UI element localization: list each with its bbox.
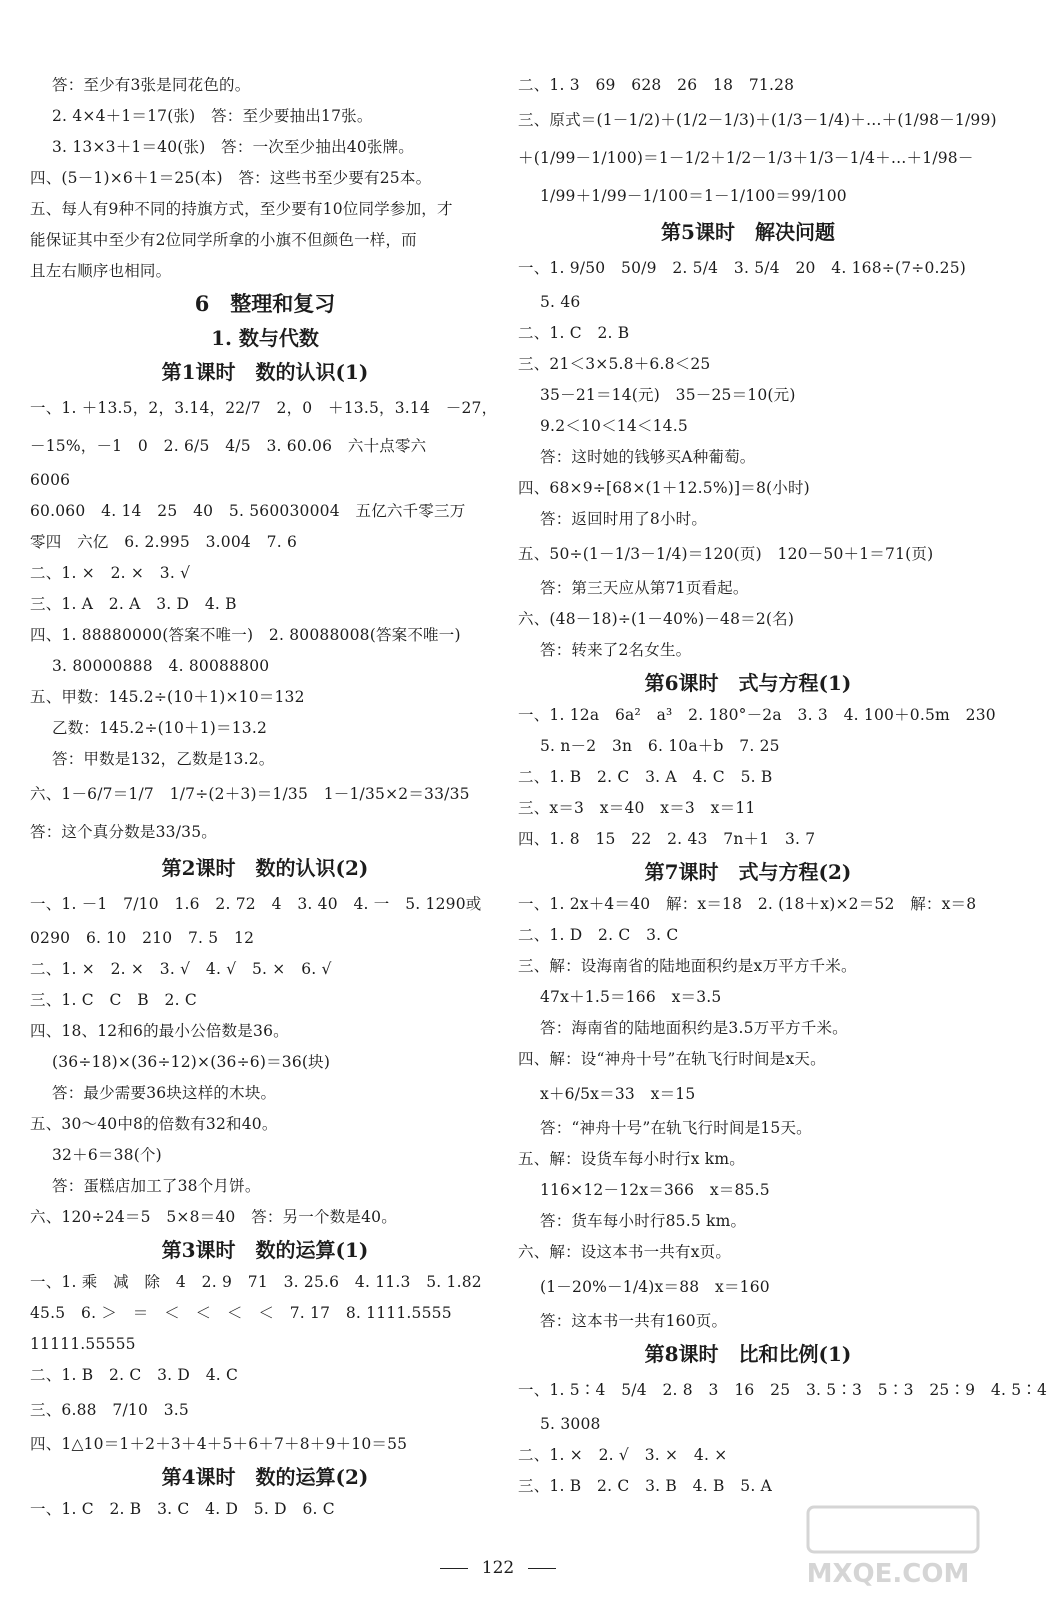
answer-line: ＋(1/99－1/100)＝1－1/2＋1/2－1/3＋1/3－1/4＋…＋1/98－ [518, 149, 974, 167]
answer-line: 答：蛋糕店加工了38个月饼。 [52, 1177, 261, 1195]
svg-text:MXQE.COM: MXQE.COM [806, 1559, 970, 1589]
answer-line: 0290 6. 10 210 7. 5 12 [30, 929, 255, 947]
watermark-logo [788, 1502, 988, 1592]
answer-line: 32＋6＝38(个) [52, 1146, 162, 1164]
answer-line: 答：至少有3张是同花色的。 [52, 76, 251, 94]
answer-line: 答：返回时用了8小时。 [540, 510, 708, 528]
answer-line: 答：这个真分数是33/35。 [30, 823, 217, 841]
answer-line: 六、(48－18)÷(1－40%)－48＝2(名) [518, 610, 795, 628]
answer-line: 四、1. 88880000(答案不唯一) 2. 80088008(答案不唯一) [30, 626, 461, 644]
answer-line: 四、解：设“神舟十号”在轨飞行时间是x天。 [518, 1050, 826, 1068]
answer-line: 答：这本书一共有160页。 [540, 1312, 728, 1330]
answer-line: 答：转来了2名女生。 [540, 641, 692, 659]
dash-left [440, 1568, 468, 1569]
answer-line: 答：甲数是132，乙数是13.2。 [52, 750, 275, 768]
answer-line: 6006 [30, 471, 71, 489]
answer-line: 五、30～40中8的倍数有32和40。 [30, 1115, 278, 1133]
section-heading: 第5课时 解决问题 [661, 220, 835, 244]
answer-line: 乙数：145.2÷(10＋1)＝13.2 [52, 719, 268, 737]
answer-line: 一、1. 12a 6a² a³ 2. 180°－2a 3. 3 4. 100＋0.5m 230 [518, 706, 996, 724]
answer-line: 三、1. A 2. A 3. D 4. B [30, 595, 237, 613]
answer-line: (1－20%－1/4)x＝88 x＝160 [540, 1278, 770, 1296]
answer-line: 一、1. C 2. B 3. C 4. D 5. D 6. C [30, 1500, 335, 1518]
answer-line: 5. 3008 [540, 1415, 601, 1433]
answer-line: (36÷18)×(36÷12)×(36÷6)＝36(块) [52, 1053, 331, 1071]
answer-line: 一、1. 2x＋4＝40 解：x＝18 2. (18＋x)×2＝52 解：x＝8 [518, 895, 977, 913]
answer-line: 一、1. ＋13.5，2，3.14，22/7 2，0 ＋13.5，3.14 －27， [30, 399, 498, 417]
answer-line: 六、120÷24＝5 5×8＝40 答：另一个数是40。 [30, 1208, 397, 1226]
answer-line: 三、原式＝(1－1/2)＋(1/2－1/3)＋(1/3－1/4)＋…＋(1/98－1/99) [518, 111, 997, 129]
dash-right [528, 1568, 556, 1569]
answer-line: 一、1. 9/50 50/9 2. 5/4 3. 5/4 20 4. 168÷(7÷0.25) [518, 259, 967, 277]
answer-line: 二、1. B 2. C 3. A 4. C 5. B [518, 768, 773, 786]
answer-line: 5. 46 [540, 293, 581, 311]
answer-line: 四、18、12和6的最小公倍数是36。 [30, 1022, 289, 1040]
section-heading: 6 整理和复习 [194, 291, 336, 316]
answer-line: 二、1. × 2. √ 3. × 4. × [518, 1446, 728, 1464]
answer-line: 四、68×9÷[68×(1＋12.5%)]＝8(小时) [518, 479, 810, 497]
answer-line: 二、1. 3 69 628 26 18 71.28 [518, 76, 795, 94]
answer-line: 2. 4×4＋1＝17(张) 答：至少要抽出17张。 [52, 107, 373, 125]
answer-line: 五、50÷(1－1/3－1/4)＝120(页) 120－50＋1＝71(页) [518, 545, 934, 563]
section-heading: 第3课时 数的运算(1) [161, 1238, 369, 1262]
answer-line: 60.060 4. 14 25 40 5. 560030004 五亿六千零三万 [30, 502, 466, 520]
section-heading: 第6课时 式与方程(1) [644, 671, 852, 695]
answer-line: 答：货车每小时行85.5 km。 [540, 1212, 747, 1230]
section-heading: 第4课时 数的运算(2) [161, 1465, 369, 1489]
answer-line: 47x＋1.5＝166 x＝3.5 [540, 988, 722, 1006]
answer-line: x＋6/5x＝33 x＝15 [540, 1085, 696, 1103]
page-number: 122 [481, 1558, 515, 1578]
answer-line: 六、1－6/7＝1/7 1/7÷(2＋3)＝1/35 1－1/35×2＝33/35 [30, 785, 470, 803]
answer-line: 一、1. 5∶4 5/4 2. 8 3 16 25 3. 5∶3 5∶3 25∶9 4. 5∶4 [518, 1381, 1047, 1399]
answer-line: 二、1. × 2. × 3. √ [30, 564, 191, 582]
left-column [30, 70, 500, 1525]
answer-line: 三、21＜3×5.8＋6.8＜25 [518, 355, 711, 373]
answer-line: 答：海南省的陆地面积约是3.5万平方千米。 [540, 1019, 848, 1037]
answer-line: 一、1. －1 7/10 1.6 2. 72 4 3. 40 4. 一 5. 1290或 [30, 895, 482, 913]
answer-line: 9.2＜10＜14＜14.5 [540, 417, 688, 435]
answer-line: 三、解：设海南省的陆地面积约是x万平方千米。 [518, 957, 857, 975]
section-heading: 第8课时 比和比例(1) [644, 1342, 852, 1366]
answer-line: 且左右顺序也相同。 [30, 262, 172, 280]
answer-line: 3. 80000888 4. 80088800 [52, 657, 270, 675]
answer-line: 一、1. 乘 减 除 4 2. 9 71 3. 25.6 4. 11.3 5. 1.82 [30, 1273, 482, 1291]
answer-line: 答：最少需要36块这样的木块。 [52, 1084, 277, 1102]
answer-line: 四、(5－1)×6＋1＝25(本) 答：这些书至少要有25本。 [30, 169, 432, 187]
answer-line: 二、1. C 2. B [518, 324, 630, 342]
answer-line: 三、1. B 2. C 3. B 4. B 5. A [518, 1477, 773, 1495]
answer-line: 二、1. B 2. C 3. D 4. C [30, 1366, 239, 1384]
section-heading: 第7课时 式与方程(2) [644, 860, 852, 884]
answer-line: 三、1. C C B 2. C [30, 991, 197, 1009]
answer-line: 116×12－12x＝366 x＝85.5 [540, 1181, 770, 1199]
answer-line: 五、甲数：145.2÷(10＋1)×10＝132 [30, 688, 305, 706]
answer-line: 5. n－2 3n 6. 10a＋b 7. 25 [540, 737, 780, 755]
answer-line: 11111.55555 [30, 1335, 136, 1353]
answer-line: 三、6.88 7/10 3.5 [30, 1401, 189, 1419]
right-column [518, 70, 1047, 1502]
answer-line: 五、解：设货车每小时行x km。 [518, 1150, 745, 1168]
answer-line: 能保证其中至少有2位同学所拿的小旗不但颜色一样，而 [30, 231, 417, 249]
answer-line: 答：这时她的钱够买A种葡萄。 [540, 448, 756, 466]
answer-line: 三、x＝3 x＝40 x＝3 x＝11 [518, 799, 756, 817]
answer-line: 零四 六亿 6. 2.995 3.004 7. 6 [30, 533, 298, 551]
answer-line: 答：“神舟十号”在轨飞行时间是15天。 [540, 1119, 812, 1137]
section-heading: 第1课时 数的认识(1) [161, 360, 369, 384]
answer-line: －15%，－1 0 2. 6/5 4/5 3. 60.06 六十点零六 [30, 437, 427, 455]
section-heading: 第2课时 数的认识(2) [161, 856, 369, 880]
section-heading: 1. 数与代数 [211, 326, 319, 350]
answer-line: 答：第三天应从第71页看起。 [540, 579, 749, 597]
answer-line: 五、每人有9种不同的持旗方式，至少要有10位同学参加，才 [30, 200, 453, 218]
answer-line: 45.5 6. ＞ ＝ ＜ ＜ ＜ ＜ 7. 17 8. 1111.5555 [30, 1304, 452, 1322]
answer-line: 四、1. 8 15 22 2. 43 7n＋1 3. 7 [518, 830, 816, 848]
answer-line: 35－21＝14(元) 35－25＝10(元) [540, 386, 796, 404]
answer-line: 二、1. × 2. × 3. √ 4. √ 5. × 6. √ [30, 960, 332, 978]
answer-line: 1/99＋1/99－1/100＝1－1/100＝99/100 [540, 187, 847, 205]
answer-line: 3. 13×3＋1＝40(张) 答：一次至少抽出40张牌。 [52, 138, 414, 156]
answer-line: 二、1. D 2. C 3. C [518, 926, 679, 944]
answer-line: 六、解：设这本书一共有x页。 [518, 1243, 732, 1261]
answer-line: 四、1△10＝1＋2＋3＋4＋5＋6＋7＋8＋9＋10＝55 [30, 1435, 408, 1453]
